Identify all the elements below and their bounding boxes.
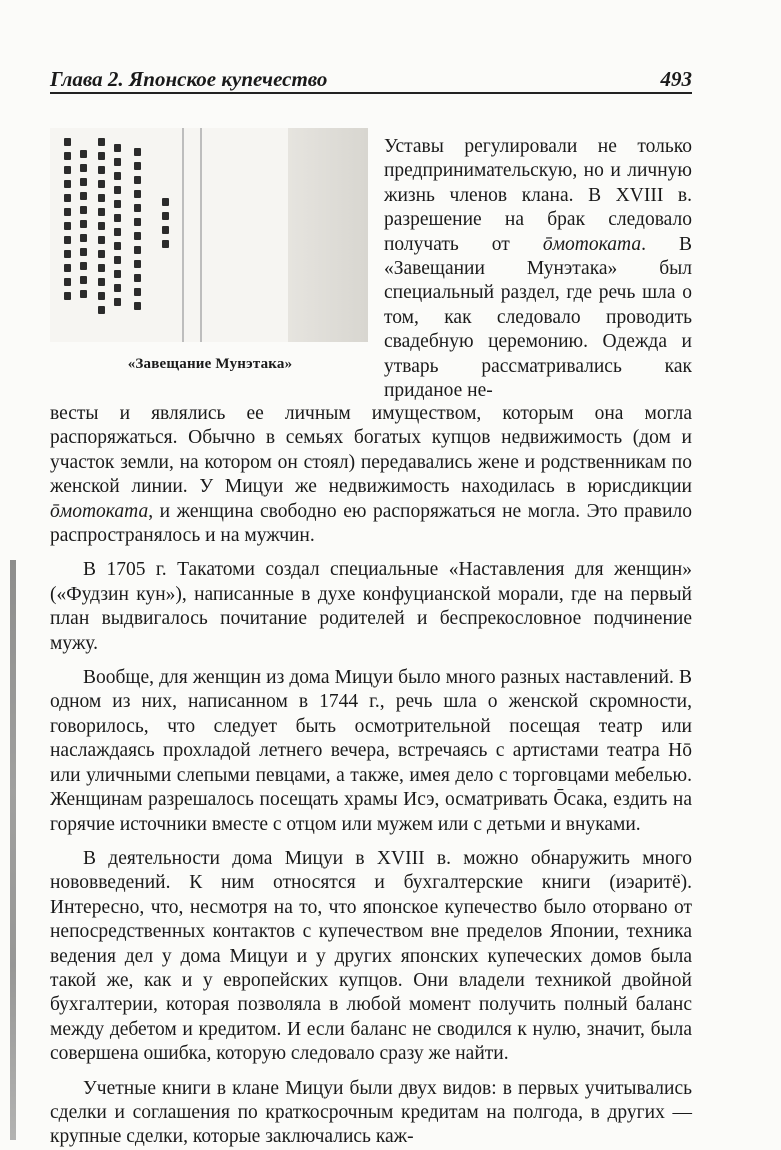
figure-caption: «Завещание Мунэтака» (127, 356, 293, 372)
page-number: 493 (660, 67, 692, 91)
manuscript-photo (50, 128, 368, 342)
paragraph-3: Вообще, для женщин из дома Мицуи было много разных наставлений. В одном из них, написанном в 1744 г., речь шла о женской скромности, говорилось, что следует быть осмотрительной посещая театр или наслаждаясь прохладой летнего вечера, встречаясь с артистами театра Нō или уличными слепыми певцами, а также, имея дело с торговцами мебелью. Женщинам разрешалось посещать храмы Исэ, осматривать Ōсака, ездить на горячие источники вместе с отцом или мужем или с детьми и внуками. (50, 667, 692, 835)
running-header (50, 64, 692, 94)
paragraph-4: В деятельности дома Мицуи в XVIII в. можно обнаружить много нововведений. К ним относятся и бухгалтерские книги (иэаритё). Интересно, что, несмотря на то, что японское купечество было оторвано от непосредственных контактов с купечеством вне пределов Японии, техника ведения дел у дома Мицуи и у других японских купеческих домов была такой же, как и у европейских купцов. Они владели техникой двойной бухгалтерии, которая позволяла в любой момент получить полный баланс между дебетом и кредитом. И если баланс не сводился к нулю, значит, была совершена ошибка, которую следовало сразу же найти. (50, 847, 692, 1065)
paragraph-5: Учетные книги в клане Мицуи были двух видов: в первых учитывались сделки и соглашения по краткосрочным кредитам на полгода, в других — крупные сделки, которые заключались каж- (50, 1077, 692, 1148)
margin-stain (10, 560, 16, 1140)
paragraph-2: В 1705 г. Такатоми создал специальные «Наставления для женщин» («Фудзин кун»), написанные в духе конфуцианской морали, где на первый план выдвигалось почитание родителей и беспрекословное подчинение мужу. (50, 559, 692, 654)
paragraph-1-cont: весты и являлись ее личным имуществом, которым она могла распоряжаться. Обычно в семьях богатых купцов недвижимость (дом и участок земли, на котором он стоял) передавались жене и родственникам по женской линии. У Мицуи же недвижимость находилась в юрисдикции ōмотоката, и женщина свободно ею распоряжаться не могла. Это правило распространялось и на мужчин. (50, 403, 692, 547)
paragraph-1-wrap: Уставы регулировали не только предпринимательскую, но и личную жизнь членов клана. В XVIII в. разрешение на брак следовало получать от ōмотоката. В «Завещании Мунэтака» был специальный раздел, где речь шла о том, как следовало проводить свадебную церемонию. Одежда и утварь рассматривались как приданое не- (384, 136, 693, 402)
main-text (50, 402, 692, 1150)
chapter-title: Глава 2. Японское купечество (50, 67, 328, 91)
wrapped-text (384, 135, 692, 403)
figure (50, 128, 370, 373)
